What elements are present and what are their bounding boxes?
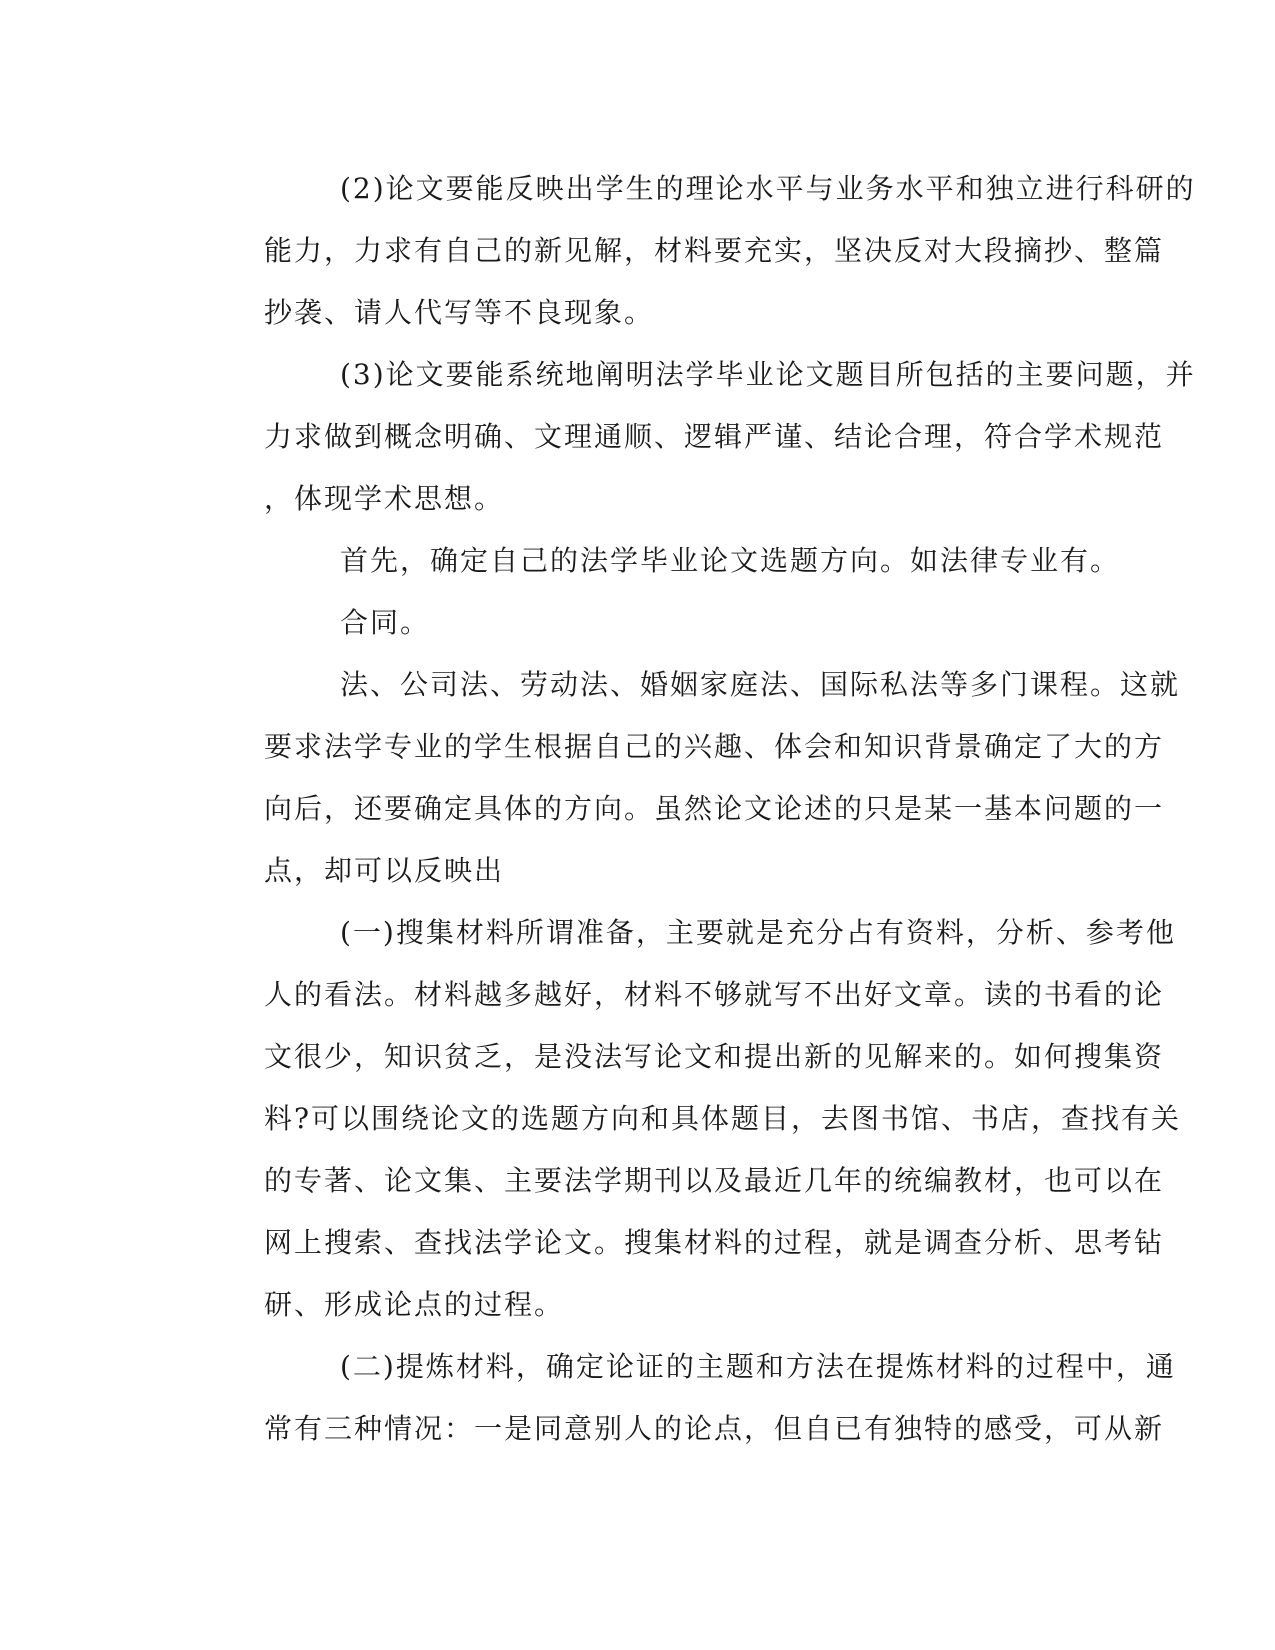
text-line: 研、形成论点的过程。 <box>264 1288 565 1321</box>
text-line: 法、公司法、劳动法、婚姻家庭法、国际私法等多门课程。这就 <box>340 668 1181 701</box>
text-line: 网上搜索、查找法学论文。搜集材料的过程，就是调查分析、思考钻 <box>264 1226 1165 1259</box>
text-line: 力求做到概念明确、文理通顺、逻辑严谨、结论合理，符合学术规范 <box>264 420 1165 453</box>
text-line: (2)论文要能反映出学生的理论水平与业务水平和独立进行科研的 <box>340 172 1196 205</box>
text-line: 要求法学专业的学生根据自己的兴趣、体会和知识背景确定了大的方 <box>264 730 1165 763</box>
text-line: 文很少，知识贫乏，是没法写论文和提出新的见解来的。如何搜集资 <box>264 1040 1165 1073</box>
text-line: 常有三种情况：一是同意别人的论点，但自已有独特的感受，可从新 <box>264 1412 1165 1445</box>
text-line: 的专著、论文集、主要法学期刊以及最近几年的统编教材，也可以在 <box>264 1164 1165 1197</box>
paragraph-contract <box>188 592 1080 654</box>
paragraph-requirement-2 <box>188 158 1196 344</box>
text-line: 首先，确定自己的法学毕业论文选题方向。如法律专业有。 <box>340 544 1121 577</box>
paragraph-requirement-3 <box>188 344 1196 530</box>
text-line: 能力，力求有自己的新见解，材料要充实，坚决反对大段摘抄、整篇 <box>264 234 1165 267</box>
paragraph-courses <box>188 654 1181 902</box>
body-text <box>188 158 1196 1460</box>
paragraph-collect-materials <box>188 902 1182 1336</box>
paragraph-topic-direction <box>188 530 1121 592</box>
text-line: (二)提炼材料，确定论证的主题和方法在提炼材料的过程中，通 <box>340 1350 1176 1383</box>
text-line: 料?可以围绕论文的选题方向和具体题目，去图书馆、书店，查找有关 <box>264 1102 1182 1135</box>
text-line: (一)搜集材料所谓准备，主要就是充分占有资料，分析、参考他 <box>340 916 1176 949</box>
paragraph-refine-materials <box>188 1336 1176 1460</box>
text-line: 抄袭、请人代写等不良现象。 <box>264 296 655 329</box>
text-line: (3)论文要能系统地阐明法学毕业论文题目所包括的主要问题，并 <box>340 358 1196 391</box>
text-line: 点，却可以反映出 <box>264 854 505 887</box>
text-line: 向后，还要确定具体的方向。虽然论文论述的只是某一基本问题的一 <box>264 792 1165 825</box>
text-line: 合同。 <box>340 606 431 639</box>
text-line: 人的看法。材料越多越好，材料不够就写不出好文章。读的书看的论 <box>264 978 1165 1011</box>
text-line: ，体现学术思想。 <box>264 482 505 515</box>
